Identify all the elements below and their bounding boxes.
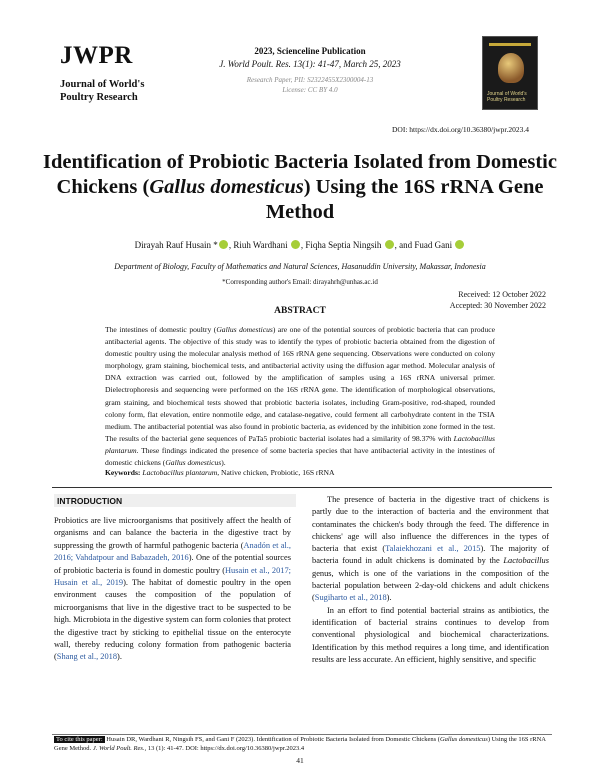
cite-tag: To cite this paper: [56, 736, 103, 743]
chicken-icon [498, 53, 524, 83]
author-2: , Riuh Wardhani [228, 240, 288, 250]
intro-paragraph: In an effort to find potential bacterial strains as antibiotics, the identification of bacterial strains continues to develop from conventional physiological and biochemical characterizations. Identification by this method requires a long time, and identification results are less accurate. An efficient, highly sensitive, and specific [312, 605, 549, 664]
affiliation: Department of Biology, Faculty of Mathematics and Natural Sciences, Hasanuddin University, Makassar, Indonesia [114, 262, 486, 271]
journal-logo: JWPR [60, 42, 133, 69]
intro-left-column: Probiotics are live microorganisms that positively affect the health of organisms and can balance the bacteria in the digestive tract by suppressing the growth of harmful pathogenic bacteria (Anadón et al., 2016; Vahdatpour and Babazadeh, 2016). One of the potential sources of probiotic bacteria is found in domestic poultry (Husain et al., 2017; Husain et al., 2019). The habitat of domestic poultry in the open environment causes the composition of the population of microorganisms that live in the digestive tract to be suspected to be high. Microbiota in the digestive system can form colonies that protect the digestive tract by sticking to epithelial tissue on the enterocyte wall, thereby reducing colony formation from pathogenic bacteria (Shang et al., 2018). [54, 516, 292, 662]
received-date: Received: 12 October 2022 [458, 290, 546, 299]
orcid-icon[interactable] [455, 240, 464, 249]
citation-link[interactable]: Talaiekhozani et al., 2015 [385, 544, 481, 554]
citation-link[interactable]: Sugiharto et al., 2018 [314, 593, 387, 603]
abstract-text: The intestines of domestic poultry (Gallus domesticus) are one of the potential sources of probiotic bacteria that can produce antibacterial agents. The objective of this study was to identify the types of probiotic bacteria obtained from the digestion of domestic poultry using the molecular analysis method of 16S rRNA gene sequencing. Observations were conducted on colony morphology, gram staining, biochemical tests, and antibacterial activity using the diffusion agar method. Molecular analysis of DNA extraction was carried out, followed by the amplification of samples using a 16S rRNA universal primer. Dielectrophoresis and sequencing were performed on the 16S rRNA gene. The identification of morphological observations, gram staining, and biochemical tests showed that probiotic bacteria isolates, including Gram-positive, rod-shaped, rounded colony form, flat elevation, entire nonmotile edge, and catalase-negative, could ferment all carbohydrate content in the TSIA medium. The antibacterial potential was also found in probiotic bacteria, as evidenced by the inhibition zone formed in the test. The results of the bacterial gene sequences of PaTa5 probiotic bacterial isolates had a similarity of 98.37% with Lactobacillus plantarum. These findings indicated the presence of some bacteria species that have antibacterial activity in the intestines of domestic chickens (Gallus domesticus). [105, 325, 495, 468]
cover-title: Journal of World's Poultry Research [487, 91, 527, 103]
orcid-icon[interactable] [385, 240, 394, 249]
introduction-heading: INTRODUCTION [54, 494, 296, 507]
journal-name-line2: Poultry Research [60, 92, 138, 103]
paper-title: Identification of Probiotic Bacteria Isolated from Domestic Chickens (Gallus domesticus) Using the 16S rRNA Gene Method [43, 151, 557, 223]
orcid-icon[interactable] [219, 240, 228, 249]
abstract-heading: ABSTRACT [274, 306, 326, 316]
cover-stripe [489, 43, 531, 46]
accepted-date: Accepted: 30 November 2022 [449, 301, 546, 310]
citation-link[interactable]: Shang et al., 2018 [56, 652, 118, 662]
keywords: Keywords: Lactobacillus plantarum, Native chicken, Probiotic, 16S rRNA [105, 468, 335, 477]
license-line: License: CC BY 4.0 [282, 86, 338, 94]
citation-link[interactable]: Husain et al., 2017; Husain et al., 2019 [54, 565, 291, 588]
journal-name [60, 78, 144, 104]
citation-footer: To cite this paper: Husain DR, Wardhani R, Ningsih FS, and Gani F (2023). Identification of Probiotic Bacteria Isolated from Domestic Chickens (Gallus domesticus) Using the 16S rRNA Gene Method. J. World Poult. Res., 13 (1): 41-47. DOI: https://dx.doi.org/10.36380/jwpr.2023.4 [54, 736, 546, 752]
author-1: Dirayah Rauf Husain * [134, 240, 218, 250]
divider [52, 487, 552, 488]
intro-right-column [312, 494, 549, 666]
doi-link[interactable]: DOI: https://dx.doi.org/10.36380/jwpr.2023.4 [392, 125, 529, 134]
author-3: , Fiqha Septia Ningsih [300, 240, 382, 250]
journal-cover-image [482, 36, 538, 110]
citation-line: J. World Poult. Res. 13(1): 41-47, March 25, 2023 [219, 59, 401, 69]
corresponding-email: *Corresponding author's Email: dirayahrh@unhas.ac.id [222, 278, 378, 286]
author-4: , and Fuad Gani [394, 240, 453, 250]
research-paper-line: Research Paper, PII: S2322455X2300004-13 [246, 76, 374, 84]
footer-divider [52, 734, 552, 735]
publisher-line: 2023, Scienceline Publication [254, 46, 366, 56]
citation-link[interactable]: Anadón et al., 2016; Vahdatpour and Babazadeh, 2016 [54, 540, 291, 563]
orcid-icon[interactable] [291, 240, 300, 249]
journal-name-line1: Journal of World's [60, 79, 145, 90]
intro-paragraph: The presence of bacteria in the digestive tract of chickens is partly due to the interaction of bacteria and the environment that contaminates the chicken's body through the feed. The difference in chickens' age will also influence the differences in the types of bacteria that exist (Talaiekhozani et al., 2015). The majority of bacteria found in adult chickens is dominated by the Lactobacillus genus, which is one of the variations in the composition of the bacterial population between 2-day-old chickens and adult chickens (Sugiharto et al., 2018). [312, 495, 550, 603]
page-number: 41 [296, 756, 304, 765]
header-info [180, 45, 440, 95]
author-list [40, 240, 560, 250]
